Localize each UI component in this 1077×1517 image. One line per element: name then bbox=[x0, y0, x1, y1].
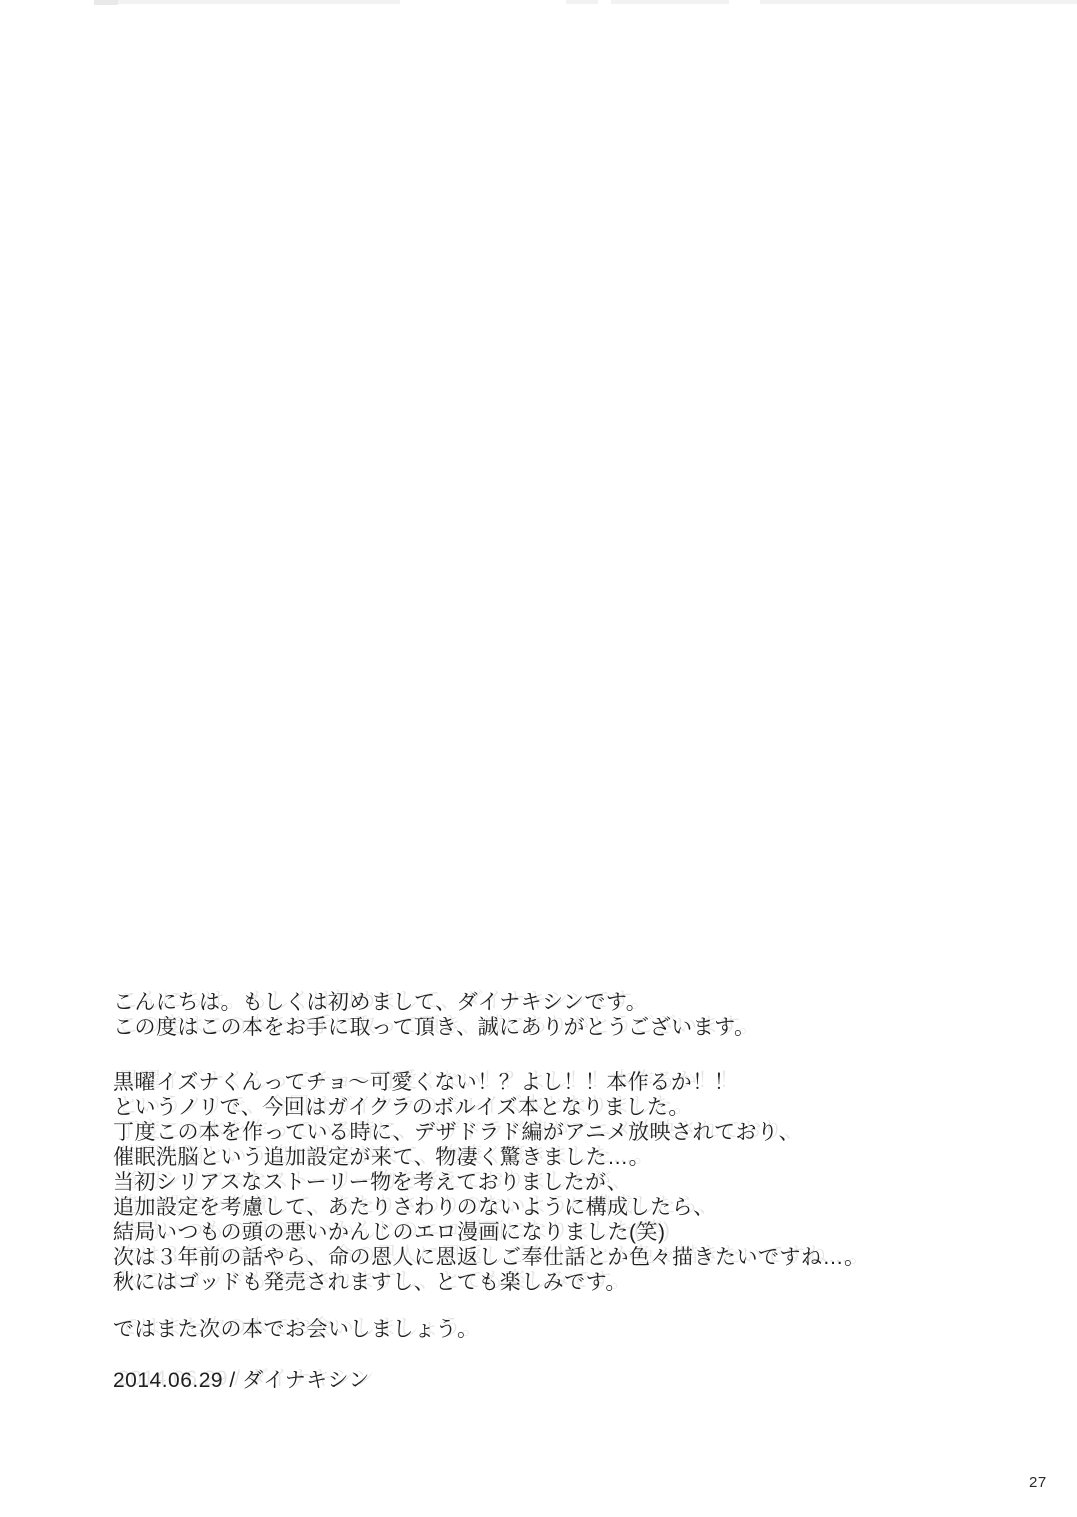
afterword-text-block bbox=[113, 990, 866, 1393]
afterword-line: この度はこの本をお手に取って頂き、誠にありがとうございます。 bbox=[113, 1016, 756, 1039]
scan-artifact bbox=[611, 0, 729, 4]
signature-line: 2014.06.29 / ダイナキシン bbox=[113, 1369, 370, 1392]
scan-artifact bbox=[94, 0, 400, 4]
afterword-line: 催眠洗脳という追加設定が来て、物凄く驚きました…。 bbox=[113, 1146, 651, 1169]
scan-artifact bbox=[760, 0, 1077, 4]
scan-artifact bbox=[94, 0, 118, 5]
afterword-line: 丁度この本を作っている時に、デザドラド編がアニメ放映されており、 bbox=[113, 1121, 800, 1144]
afterword-paragraph-greeting bbox=[113, 990, 866, 1040]
page-number: 27 bbox=[1029, 1474, 1047, 1491]
afterword-line: というノリで、今回はガイクラのボルイズ本となりました。 bbox=[113, 1096, 690, 1119]
afterword-line: 次は３年前の話やら、命の恩人に恩返しご奉仕話とか色々描きたいですね…。 bbox=[113, 1246, 866, 1269]
afterword-paragraph-body bbox=[113, 1070, 866, 1295]
afterword-line: ではまた次の本でお会いしましょう。 bbox=[113, 1318, 479, 1341]
afterword-line: 当初シリアスなストーリー物を考えておりましたが、 bbox=[113, 1171, 629, 1194]
afterword-line: 結局いつもの頭の悪いかんじのエロ漫画になりました(笑) bbox=[113, 1221, 666, 1244]
afterword-paragraph-closing bbox=[113, 1317, 866, 1342]
afterword-line: 黒曜イズナくんってチョ〜可愛くない！？よし！！本作るか！！ bbox=[113, 1071, 736, 1094]
scan-artifact bbox=[566, 0, 598, 4]
afterword-line: 秋にはゴッドも発売されますし、とても楽しみです。 bbox=[113, 1271, 627, 1294]
afterword-line: こんにちは。もしくは初めまして、ダイナキシンです。 bbox=[113, 991, 648, 1014]
afterword-line: 追加設定を考慮して、あたりさわりのないように構成したら、 bbox=[113, 1196, 715, 1219]
